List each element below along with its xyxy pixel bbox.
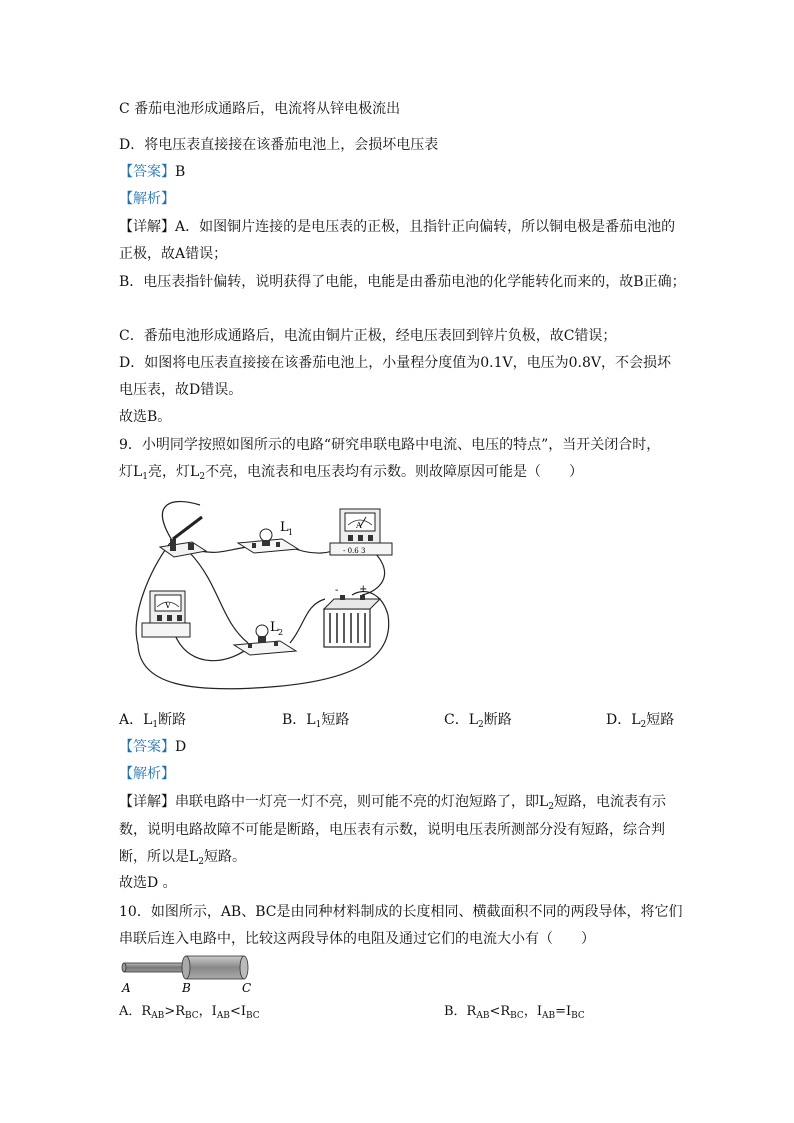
- option-text: 断路: [483, 712, 512, 728]
- q9-option-b: [282, 710, 349, 735]
- q9-analysis-tag: 【解析】: [119, 766, 175, 782]
- q9-detail-line1: [119, 792, 666, 817]
- label-a: A: [122, 981, 131, 995]
- option-text: C．L: [444, 712, 479, 728]
- q8-analysis-tag: 【解析】: [119, 191, 175, 207]
- q8-detail-c: C．番茄电池形成通路后，电流由铜片正极，经电压表回到锌片负极，故C错误；: [119, 328, 617, 344]
- subscript: BC: [185, 1011, 199, 1021]
- option-text: ，I: [198, 1004, 217, 1019]
- battery-minus-label: -: [335, 585, 339, 596]
- q8-detail-d2: 电压表，故D错误。: [119, 382, 243, 398]
- option-text: A．R: [119, 1004, 152, 1019]
- label-c: C: [242, 981, 252, 995]
- detail-text: 断，所以是L: [119, 849, 199, 865]
- switch: [160, 517, 206, 557]
- q8-detail-b: B．电压表指针偏转，说明获得了电能，电能是由番茄电池的化学能转化而来的，故B正确；: [119, 274, 686, 290]
- q8-option-c: C 番茄电池形成通路后，电流将从锌电极流出: [119, 101, 401, 117]
- battery-plus-label: +: [359, 584, 368, 595]
- q10-stem-line2: 串联后连入电路中，比较这两段导体的电阻及通过它们的电流大小有（ ）: [119, 931, 595, 947]
- option-text: =I: [555, 1004, 572, 1019]
- q8-detail-a2: 正极，故A错误；: [119, 246, 228, 262]
- ammeter-label: A: [356, 521, 362, 530]
- option-text: 断路: [158, 712, 187, 728]
- detail-tag: 【详解】: [119, 219, 175, 235]
- detail-tag: 【详解】: [119, 794, 175, 810]
- subscript: 1: [152, 720, 159, 730]
- lamp-l1: [238, 520, 298, 553]
- wire-l2-battery: [290, 599, 325, 643]
- q10-stem-line1: 10．如图所示，AB、BC是由同种材料制成的长度相同、横截面积不同的两段导体，将它们: [119, 904, 683, 920]
- subscript: 2: [199, 472, 206, 482]
- q8-detail-d1: D．如图将电压表直接接在该番茄电池上，小量程分度值为0.1V，电压为0.8V，不会损坏: [119, 355, 671, 371]
- option-text: <I: [229, 1004, 246, 1019]
- stem-text: 亮，灯L: [148, 464, 200, 480]
- q9-stem-line1: 9．小明同学按照如图所示的电路“研究串联电路中电流、电压的特点”，当开关闭合时，: [119, 437, 661, 453]
- option-text: B．R: [444, 1004, 477, 1019]
- q10-option-b: [444, 1002, 585, 1026]
- q9-option-c: [444, 710, 512, 735]
- subscript: 2: [478, 720, 484, 730]
- l2-label: L: [270, 620, 279, 635]
- q8-answer: [119, 162, 185, 182]
- q8-conclusion: 故选B。: [119, 409, 172, 425]
- q9-detail-line3: [119, 847, 246, 872]
- ammeter: [330, 509, 392, 555]
- answer-tag: 【答案】: [119, 739, 175, 755]
- subscript: BC: [245, 1011, 260, 1021]
- subscript: AB: [541, 1011, 556, 1021]
- subscript: AB: [216, 1011, 230, 1021]
- detail-text: 短路，电流表有示: [554, 794, 667, 810]
- answer-tag: 【答案】: [119, 164, 175, 180]
- label-b: B: [182, 981, 191, 995]
- q9-option-d: [606, 710, 674, 735]
- q9-detail-line2: 数，说明电路故障不可能是断路，电压表有示数，说明电压表所测部分没有短路，综合判: [119, 822, 665, 838]
- option-text: 短路: [321, 712, 350, 728]
- subscript: 1: [142, 472, 149, 482]
- q10-conductor-figure: [118, 954, 268, 996]
- subscript: BC: [510, 1011, 524, 1021]
- option-text: 短路: [646, 712, 675, 728]
- answer-value: D: [175, 739, 187, 755]
- thin-conductor-ab: [122, 963, 188, 972]
- subscript: 2: [640, 720, 647, 730]
- ammeter-terminal-labels: - 0.6 3: [343, 547, 366, 555]
- l1-label: L: [280, 520, 289, 535]
- q9-stem-line2: [119, 462, 583, 487]
- subscript: AB: [151, 1011, 165, 1021]
- q9-option-a: [119, 710, 186, 735]
- l1-subscript: 1: [288, 528, 294, 537]
- voltmeter: [142, 591, 190, 637]
- voltmeter-label: V: [165, 601, 171, 610]
- subscript: 2: [198, 857, 205, 867]
- option-text: D．L: [606, 712, 641, 728]
- thick-conductor-bc: [182, 956, 248, 979]
- option-text: ，I: [523, 1004, 542, 1019]
- subscript: 1: [315, 720, 322, 730]
- detail-text: A．如图铜片连接的是电压表的正极，且指针正向偏转，所以铜电极是番茄电池的: [175, 219, 676, 235]
- l2-subscript: 2: [278, 628, 284, 637]
- q9-conclusion: 故选D 。: [119, 875, 177, 891]
- wire-switch-l1: [200, 547, 248, 552]
- q9-answer: [119, 737, 186, 757]
- answer-value: B: [175, 164, 186, 180]
- option-text: A．L: [119, 712, 153, 728]
- q8-option-d: D．将电压表直接接在该番茄电池上，会损坏电压表: [119, 137, 439, 153]
- stem-text: 不亮，电流表和电压表均有示数。则故障原因可能是（ ）: [205, 464, 584, 480]
- lamp-l2: [234, 620, 296, 655]
- option-text: B．L: [282, 712, 316, 728]
- detail-text: 串联电路中一灯亮一灯不亮，则可能不亮的灯泡短路了，即L: [175, 794, 549, 810]
- subscript: 2: [548, 802, 555, 812]
- subscript: BC: [571, 1011, 585, 1021]
- subscript: AB: [476, 1011, 490, 1021]
- detail-text: 短路。: [204, 849, 247, 865]
- q10-option-a: [119, 1002, 260, 1026]
- option-text: >R: [164, 1004, 185, 1019]
- wire-switch-l2: [190, 553, 248, 643]
- stem-text: 灯L: [119, 464, 143, 480]
- q9-circuit-figure: [130, 495, 410, 700]
- q8-detail-a1: [119, 217, 675, 237]
- option-text: <R: [489, 1004, 511, 1019]
